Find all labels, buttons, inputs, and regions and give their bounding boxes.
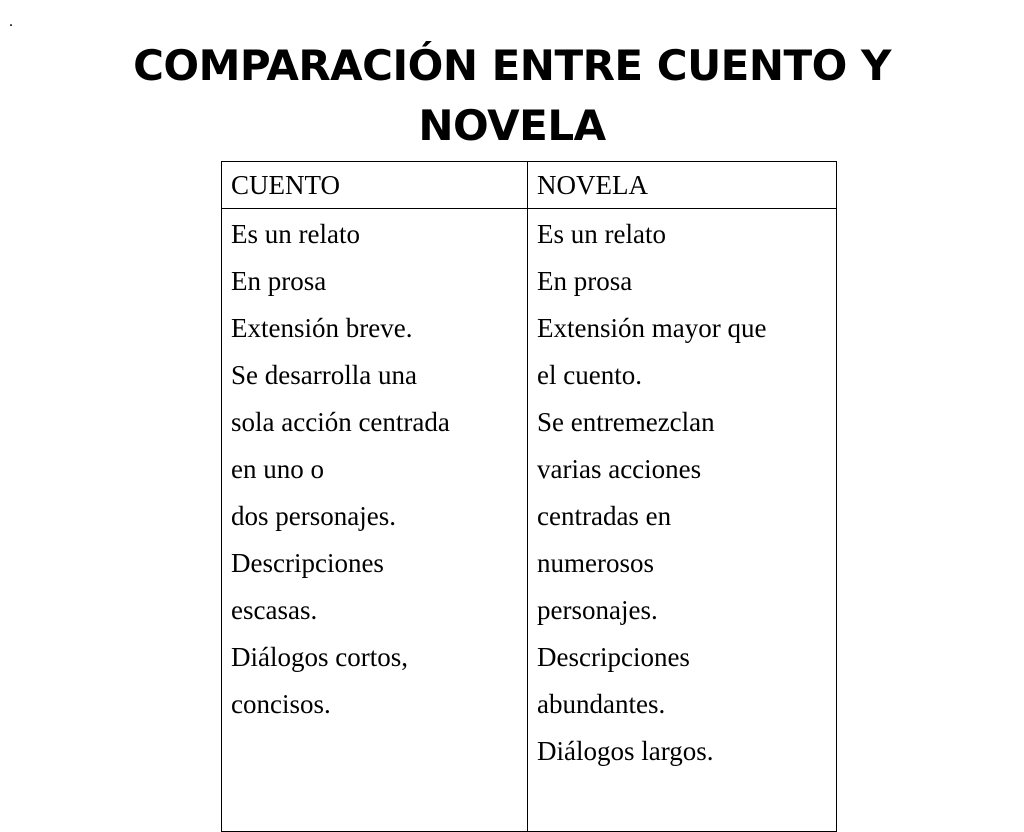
header-row <box>222 162 837 209</box>
header-novela: NOVELA <box>528 162 837 209</box>
cuento-cell <box>222 209 528 832</box>
cuento-line: en uno o <box>231 454 324 484</box>
novela-cell <box>528 209 837 832</box>
comparison-table <box>221 161 837 832</box>
cuento-line: Es un relato <box>231 219 360 249</box>
novela-line: Extensión mayor que <box>537 313 767 343</box>
novela-line: Es un relato <box>537 219 666 249</box>
novela-line: numerosos <box>537 548 654 578</box>
novela-line: En prosa <box>537 266 633 296</box>
cuento-line: concisos. <box>231 689 331 719</box>
cuento-line: Descripciones <box>231 548 384 578</box>
novela-line: Se entremezclan <box>537 407 715 437</box>
cuento-line: En prosa <box>231 266 327 296</box>
cuento-line: Extensión breve. <box>231 313 413 343</box>
title-line-1: COMPARACIÓN ENTRE CUENTO Y <box>133 41 891 90</box>
cuento-line: Diálogos cortos, <box>231 642 408 672</box>
content-row <box>222 209 837 832</box>
cuento-line: dos personajes. <box>231 501 396 531</box>
cuento-line: Se desarrolla una <box>231 360 417 390</box>
title-line-2: NOVELA <box>418 101 606 150</box>
novela-line: el cuento. <box>537 360 642 390</box>
slide-title <box>60 36 964 156</box>
novela-line: Diálogos largos. <box>537 736 714 766</box>
novela-line: abundantes. <box>537 689 666 719</box>
novela-line: varias acciones <box>537 454 702 484</box>
novela-line: centradas en <box>537 501 672 531</box>
corner-mark: . <box>9 13 13 30</box>
novela-line: personajes. <box>537 595 658 625</box>
cuento-line: escasas. <box>231 595 318 625</box>
header-cuento: CUENTO <box>222 162 528 209</box>
cuento-line: sola acción centrada <box>231 407 450 437</box>
novela-line: Descripciones <box>537 642 690 672</box>
